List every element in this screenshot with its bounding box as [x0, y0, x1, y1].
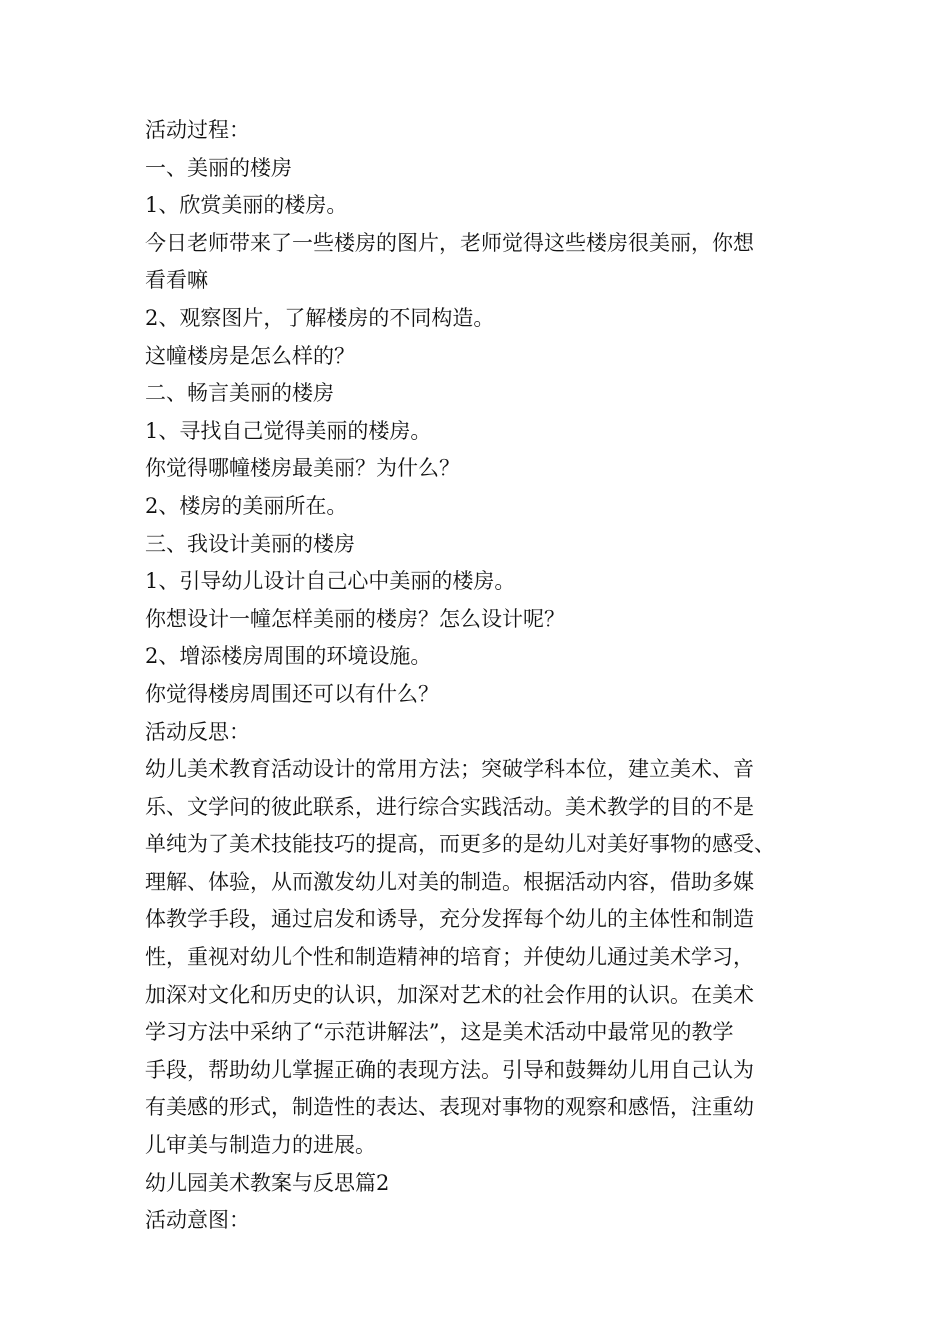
step-3-1: 1、引导幼儿设计自己心中美丽的楼房。: [145, 569, 516, 594]
reflection-line: 单纯为了美术技能技巧的提高，而更多的是幼儿对美好事物的感受、: [145, 832, 775, 857]
section-heading-process: 活动过程：: [145, 118, 250, 142]
step-3-2: 2、增添楼房周围的环境设施。: [145, 644, 432, 669]
reflection-line: 有美感的形式，制造性的表达、表现对事物的观察和感悟，注重幼: [145, 1095, 754, 1120]
step-1-1: 1、欣赏美丽的楼房。: [145, 193, 348, 218]
reflection-line: 乐、文学问的彼此联系，进行综合实践活动。美术教学的目的不是: [145, 794, 754, 819]
reflection-line: 手段，帮助幼儿掌握正确的表现方法。引导和鼓舞幼儿用自己认为: [145, 1057, 754, 1082]
text-line: 你想设计一幢怎样美丽的楼房？怎么设计呢？: [145, 606, 565, 631]
reflection-line: 加深对文化和历史的认识，加深对艺术的社会作用的认识。在美术: [145, 982, 754, 1007]
reflection-line: 幼儿美术教育活动设计的常用方法；突破学科本位，建立美术、音: [145, 757, 754, 782]
step-2-1: 1、寻找自己觉得美丽的楼房。: [145, 418, 432, 443]
reflection-line: 学习方法中采纳了“示范讲解法”，这是美术活动中最常见的教学: [145, 1020, 734, 1045]
step-1-2: 2、观察图片，了解楼房的不同构造。: [145, 305, 495, 330]
heading-part-one: 一、美丽的楼房: [145, 155, 292, 180]
section-heading-intent: 活动意图：: [145, 1208, 250, 1233]
text-line: 这幢楼房是怎么样的？: [145, 343, 355, 368]
reflection-line: 儿审美与制造力的进展。: [145, 1133, 376, 1158]
step-2-2: 2、楼房的美丽所在。: [145, 493, 348, 518]
heading-part-three: 三、我设计美丽的楼房: [145, 531, 355, 556]
document-body: [145, 112, 820, 1240]
section-heading-reflection: 活动反思：: [145, 719, 250, 744]
text-line: 你觉得哪幢楼房最美丽？为什么？: [145, 456, 460, 481]
text-line: 今日老师带来了一些楼房的图片，老师觉得这些楼房很美丽，你想: [145, 230, 754, 255]
text-line: 看看嘛: [145, 268, 208, 293]
heading-part-two: 二、畅言美丽的楼房: [145, 381, 334, 406]
text-line: 你觉得楼房周围还可以有什么？: [145, 681, 439, 706]
chapter-title: 幼儿园美术教案与反思篇2: [145, 1170, 390, 1195]
reflection-line: 性，重视对幼儿个性和制造精神的培育；并使幼儿通过美术学习，: [145, 945, 754, 970]
reflection-line: 理解、体验，从而激发幼儿对美的制造。根据活动内容，借助多媒: [145, 869, 754, 894]
reflection-line: 体教学手段，通过启发和诱导，充分发挥每个幼儿的主体性和制造: [145, 907, 754, 932]
